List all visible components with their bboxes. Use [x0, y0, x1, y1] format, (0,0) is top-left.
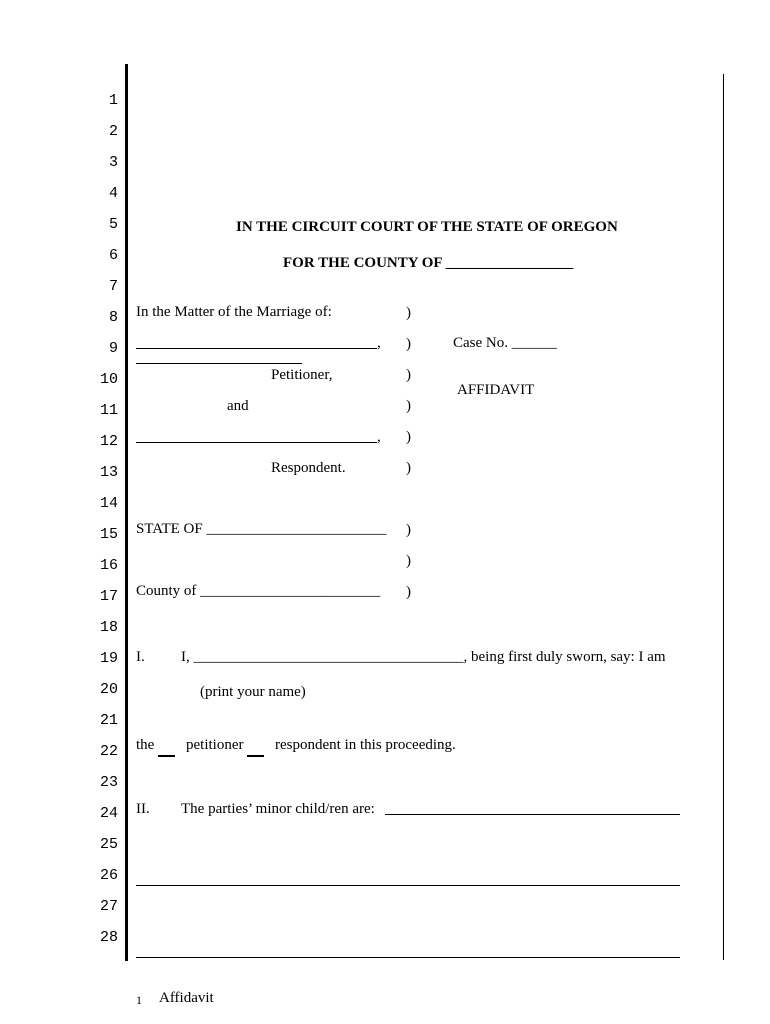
- petitioner-name-line[interactable]: [136, 348, 377, 349]
- left-margin-rule: [125, 64, 128, 961]
- court-title: IN THE CIRCUIT COURT OF THE STATE OF OREGON: [236, 219, 618, 235]
- line-number: 21: [99, 712, 118, 729]
- state-of-field: STATE OF ________________________: [136, 521, 387, 537]
- line-number: 24: [99, 805, 118, 822]
- petitioner-name-line-2[interactable]: [136, 363, 302, 364]
- county-of-field: County of ________________________: [136, 583, 381, 599]
- minor-children-line[interactable]: [385, 814, 680, 815]
- line-number: 12: [99, 433, 118, 450]
- line-number: 16: [99, 557, 118, 574]
- section-1-number: I.: [136, 649, 145, 665]
- caption-paren: ): [406, 367, 411, 383]
- page-number: 1: [136, 993, 142, 1007]
- respondent-checkbox[interactable]: [247, 755, 264, 757]
- line-number: 18: [99, 619, 118, 636]
- right-margin-rule: [723, 74, 724, 960]
- line-number: 3: [108, 154, 118, 171]
- matter-label: In the Matter of the Marriage of:: [136, 304, 332, 320]
- line-number: 13: [99, 464, 118, 481]
- line-number: 5: [108, 216, 118, 233]
- petitioner-option: petitioner: [186, 737, 244, 753]
- sworn-statement: I, ____________________________________, being first duly sworn, say: I am: [181, 649, 666, 665]
- line-number: 26: [99, 867, 118, 884]
- caption-paren: ): [406, 398, 411, 414]
- section-2-number: II.: [136, 801, 150, 817]
- footer-title: Affidavit: [159, 990, 214, 1006]
- line-number: 20: [99, 681, 118, 698]
- respondent-label: Respondent.: [271, 460, 346, 476]
- line-number: 6: [108, 247, 118, 264]
- respondent-name-line[interactable]: [136, 442, 377, 443]
- petitioner-label: Petitioner,: [271, 367, 333, 383]
- the-label: the: [136, 737, 155, 753]
- venue-paren: ): [406, 553, 411, 569]
- petitioner-checkbox[interactable]: [158, 755, 175, 757]
- case-number: Case No. ______: [453, 335, 557, 351]
- line-number: 8: [108, 309, 118, 326]
- and-label: and: [227, 398, 249, 414]
- line-number: 28: [99, 929, 118, 946]
- line-number: 27: [99, 898, 118, 915]
- line-number: 10: [99, 371, 118, 388]
- line-number: 11: [99, 402, 118, 419]
- minor-children-line-2[interactable]: [136, 885, 680, 886]
- venue-paren: ): [406, 584, 411, 600]
- county-heading: FOR THE COUNTY OF _________________: [283, 255, 574, 271]
- line-number: 17: [99, 588, 118, 605]
- caption-paren: ): [406, 305, 411, 321]
- print-name-hint: (print your name): [200, 684, 306, 700]
- caption-paren: ): [406, 336, 411, 352]
- line-number: 14: [99, 495, 118, 512]
- respondent-option: respondent in this proceeding.: [275, 737, 456, 753]
- minor-children-label: The parties’ minor child/ren are:: [181, 801, 375, 817]
- line-number: 22: [99, 743, 118, 760]
- comma: ,: [377, 429, 381, 445]
- venue-paren: ): [406, 522, 411, 538]
- caption-paren: ): [406, 429, 411, 445]
- document-type: AFFIDAVIT: [457, 382, 535, 398]
- line-number: 9: [108, 340, 118, 357]
- line-number: 15: [99, 526, 118, 543]
- line-number: 7: [108, 278, 118, 295]
- comma: ,: [377, 335, 381, 351]
- line-number: 25: [99, 836, 118, 853]
- line-number: 23: [99, 774, 118, 791]
- line-number: 4: [108, 185, 118, 202]
- minor-children-line-3[interactable]: [136, 957, 680, 958]
- line-number: 1: [108, 92, 118, 109]
- line-number: 19: [99, 650, 118, 667]
- line-number: 2: [108, 123, 118, 140]
- caption-paren: ): [406, 460, 411, 476]
